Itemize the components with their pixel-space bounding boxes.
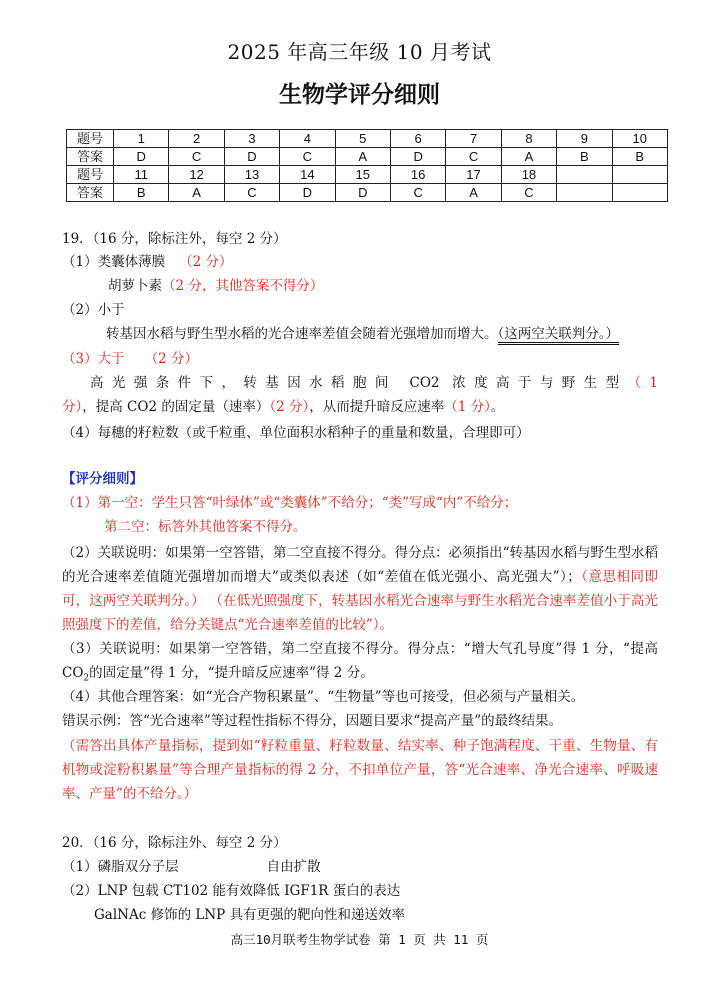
table-cell: 1 <box>114 130 169 148</box>
table-cell: C <box>169 148 224 166</box>
q19-answer-2-score: （2 分，其他答案不得分） <box>162 278 324 294</box>
table-cell <box>612 166 667 184</box>
rubric-1-text: 学生只答“叶绿体”或“类囊体”不给分；“类”写成“内”不给分； <box>151 495 518 511</box>
table-cell: 11 <box>114 166 169 184</box>
rubric-1-label: （1）第一空： <box>62 495 152 511</box>
table-row <box>67 130 668 148</box>
rubric-1 <box>62 493 517 513</box>
q20-answer-1-b: 自由扩散 <box>266 859 321 875</box>
q19-answer-2-text: 胡萝卜素 <box>108 278 162 294</box>
table-cell: 12 <box>169 166 224 184</box>
table-cell: A <box>446 184 501 202</box>
table-cell: 6 <box>390 130 445 148</box>
table-cell: 15 <box>335 166 390 184</box>
rubric-4-a: （3）关联说明：如果第一空答错，第二空直接不得分。得分点：“增大气孔导度”得 1 分，“提高 CO <box>62 641 658 681</box>
answer-table <box>66 129 668 202</box>
table-cell: 16 <box>390 166 445 184</box>
q19-answer-6-score-1: （1 分） <box>62 375 658 415</box>
q20-answer-1-a: （1）磷脂双分子层 <box>62 859 179 875</box>
q19-answer-3: （2）小于 <box>62 302 125 318</box>
row-label: 答案 <box>67 148 114 166</box>
row-label: 题号 <box>67 130 114 148</box>
rubric-5: （4）其他合理答案：如“光合产物积累量”、“生物量”等也可接受，但必须与产量相关。 <box>62 689 585 705</box>
row-label: 题号 <box>67 166 114 184</box>
table-cell <box>557 184 612 202</box>
table-row <box>67 148 668 166</box>
q19-answer-5-text: （3）大于 <box>62 351 125 367</box>
q19-answer-4-text: 转基因水稻与野生型水稻的光合速率差值会随着光强增加而增大。 <box>106 326 498 342</box>
table-cell: 18 <box>501 166 556 184</box>
table-cell: B <box>114 184 169 202</box>
q19-answer-6 <box>62 371 658 419</box>
page-title: 2025 年高三年级 10 月考试 <box>227 40 492 64</box>
q20-answer-1 <box>62 857 321 877</box>
table-cell: D <box>390 148 445 166</box>
q20-heading: 20．（16 分，除标注外、每空 2 分） <box>62 835 287 851</box>
page-footer: 高三10月联考生物学试卷 第 1 页 共 11 页 <box>230 932 489 947</box>
table-cell: D <box>114 148 169 166</box>
table-cell: C <box>501 184 556 202</box>
q19-answer-4 <box>106 324 619 344</box>
table-cell: D <box>335 184 390 202</box>
table-cell: 13 <box>224 166 279 184</box>
q19-answer-4-note: （这两空关联判分。） <box>498 326 620 345</box>
table-cell: 17 <box>446 166 501 184</box>
q19-answer-1 <box>62 252 232 272</box>
row-label: 答案 <box>67 184 114 202</box>
table-cell: C <box>224 184 279 202</box>
rubric-3-b: （意思相同即可，这两空关联判分。） （在低光照强度下，转基因水稻光合速率与野生水稻光合速率差值小于高光照强度下的差值，给分关键点“光合速率差值的比较”）。 <box>62 569 658 633</box>
table-cell: 2 <box>169 130 224 148</box>
table-cell: A <box>169 184 224 202</box>
rubric-4-b: 的固定量”得 1 分，“提升暗反应速率”得 2 分。 <box>89 665 374 681</box>
table-cell: 7 <box>446 130 501 148</box>
table-cell: 5 <box>335 130 390 148</box>
table-row <box>67 184 668 202</box>
table-cell: C <box>390 184 445 202</box>
q19-answer-6-a: 高光强条件下，转基因水稻胞间 CO2 浓度高于与野生型 <box>90 375 628 391</box>
table-row <box>67 166 668 184</box>
q19-answer-5 <box>62 349 198 369</box>
q19-answer-6-end: 。 <box>490 399 505 415</box>
page-subtitle: 生物学评分细则 <box>279 82 440 108</box>
table-cell: 9 <box>557 130 612 148</box>
table-cell: 3 <box>224 130 279 148</box>
table-cell: B <box>612 148 667 166</box>
rubric-6: 错误示例：答“光合速率”等过程性指标不得分，因题目要求“提高产量”的最终结果。 <box>62 713 563 729</box>
table-cell: B <box>557 148 612 166</box>
q19-answer-6-score-3: （1 分） <box>444 399 491 415</box>
table-cell: 14 <box>280 166 335 184</box>
table-cell: D <box>280 184 335 202</box>
q19-answer-6-c: ，提高 CO2 的固定量（速率） <box>82 399 270 415</box>
table-cell <box>612 184 667 202</box>
q19-heading: 19．（16 分，除标注外，每空 2 分） <box>62 231 287 247</box>
rubric-2: 第二空：标答外其他答案不得分。 <box>104 519 307 535</box>
q19-answer-6-e: ，从而提升暗反应速率 <box>309 399 445 415</box>
q19-answer-1-score: （2 分） <box>179 254 233 270</box>
q19-answer-2 <box>108 276 323 296</box>
q19-answer-6-score-2: （2 分） <box>269 399 310 415</box>
table-cell: A <box>335 148 390 166</box>
rubric-heading: 【评分细则】 <box>62 471 143 487</box>
table-cell: A <box>501 148 556 166</box>
rubric-4 <box>62 637 658 691</box>
table-cell: 4 <box>280 130 335 148</box>
table-cell: 8 <box>501 130 556 148</box>
table-cell <box>557 166 612 184</box>
q19-answer-5-score: （2 分） <box>144 351 198 367</box>
rubric-4-sub: 2 <box>83 673 90 684</box>
rubric-3 <box>62 541 658 637</box>
table-cell: C <box>446 148 501 166</box>
q20-answer-2: （2）LNP 包载 CT102 能有效降低 IGF1R 蛋白的表达 <box>62 883 401 899</box>
rubric-3-a: （2）关联说明：如果第一空答错，第二空直接不得分。得分点：必须指出“转基因水稻与野生型水稻的光合速率差值随光强增加而增大”或类似表述（如“差值在低光强小、高光强大”）； <box>62 545 658 585</box>
q19-answer-1-text: （1）类囊体薄膜 <box>62 254 166 270</box>
table-cell: 10 <box>612 130 667 148</box>
table-cell: D <box>224 148 279 166</box>
q20-answer-3: GalNAc 修饰的 LNP 具有更强的靶向性和递送效率 <box>94 907 406 923</box>
q19-answer-7: （4）每穗的籽粒数（或千粒重、单位面积水稻种子的重量和数量，合理即可） <box>62 425 530 441</box>
table-cell: C <box>280 148 335 166</box>
rubric-7: （需答出具体产量指标，提到如“籽粒重量、籽粒数量、结实率、种子饱满程度、干重、生物量、有机物或淀粉积累量”等合理产量指标的得 2 分，不扣单位产量，答“光合速率、净光合速率、呼吸速率、产量”的不给分。） <box>62 738 658 802</box>
